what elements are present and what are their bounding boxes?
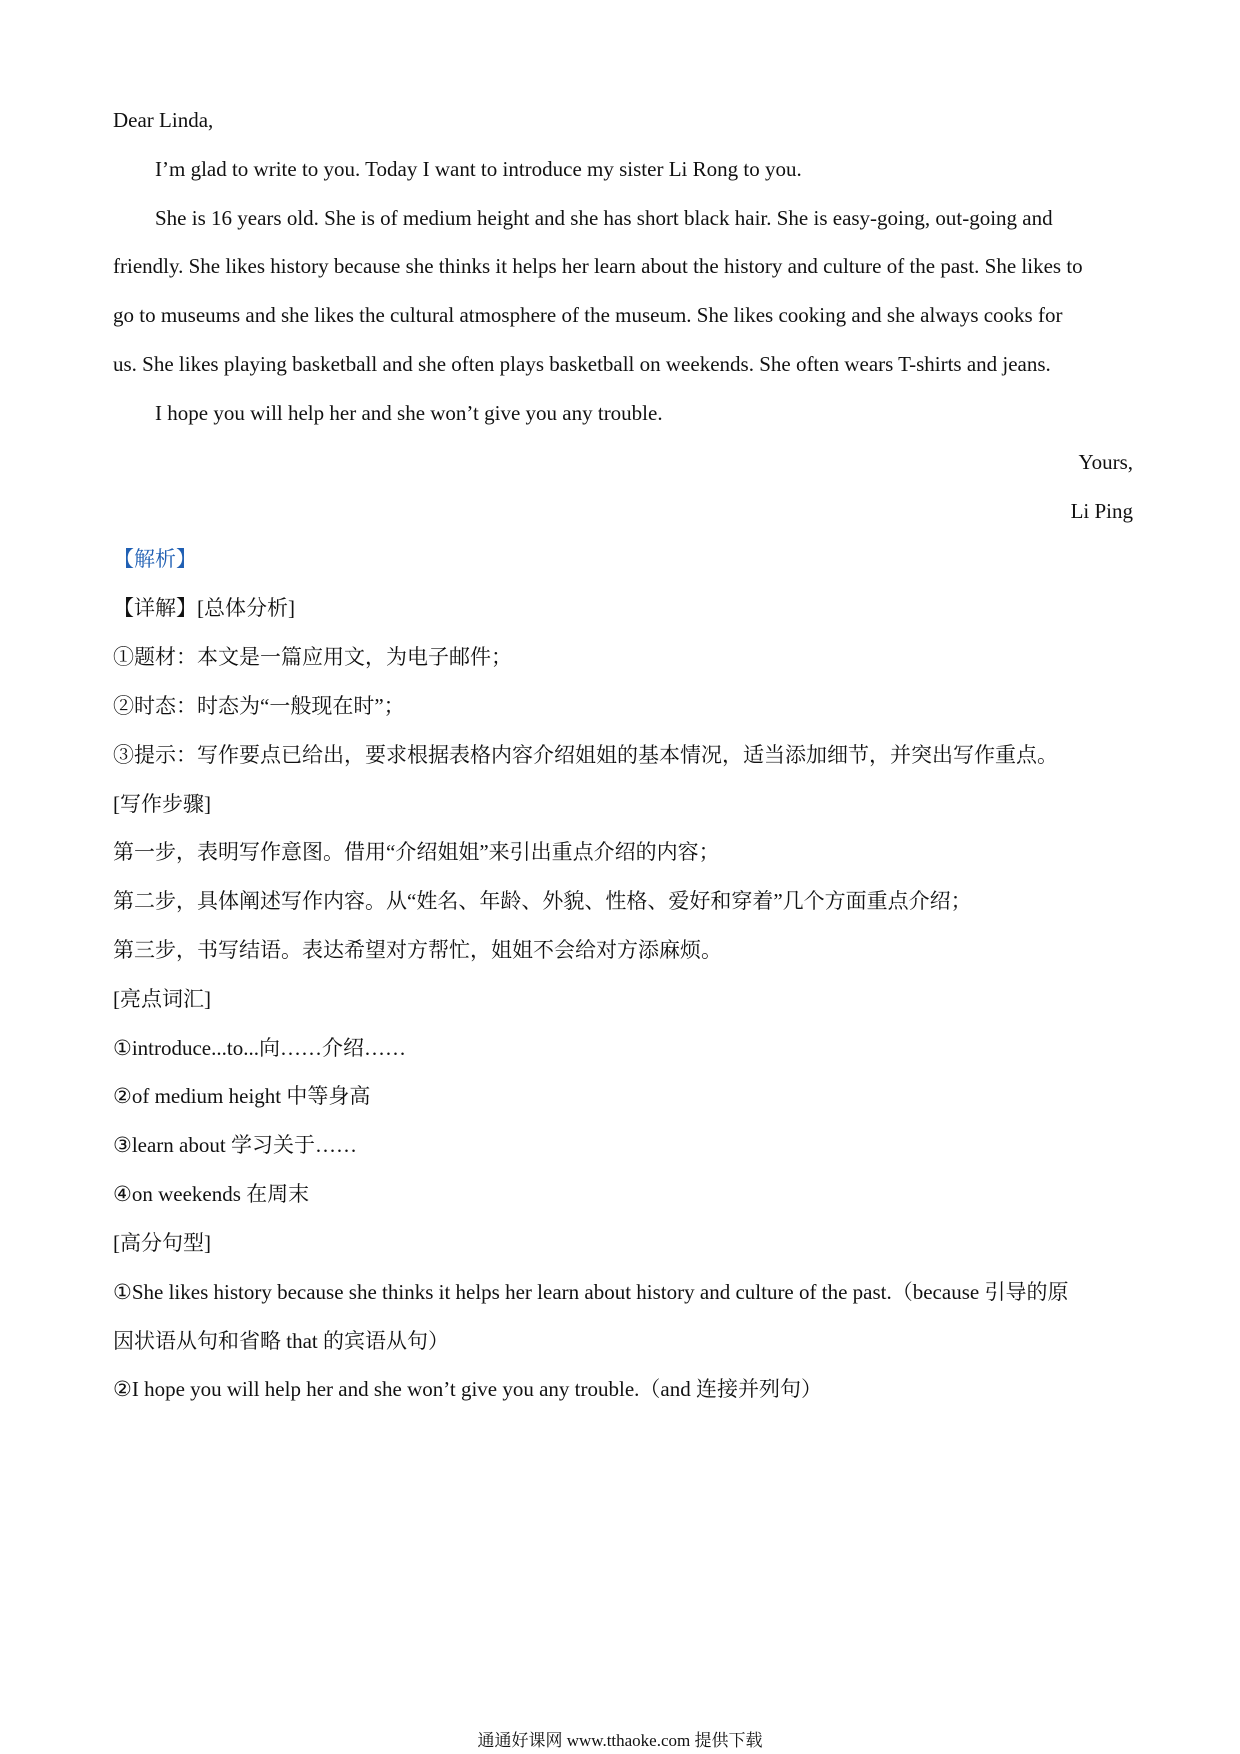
vocab-item-3: ③learn about 学习关于…… (113, 1133, 357, 1157)
vocab-heading: [亮点词汇] (113, 987, 211, 1011)
page-footer: 通通好课网 www.tthaoke.com 提供下载 (477, 1731, 763, 1750)
sentence-1-line-1: ①She likes history because she thinks it helps her learn about history and culture of the past.（because 引导的原 (113, 1280, 1069, 1304)
sentences-heading: [高分句型] (113, 1231, 211, 1255)
letter-salutation: Dear Linda, (113, 108, 214, 132)
analysis-item-3: ③提示：写作要点已给出，要求根据表格内容介绍姐姐的基本情况，适当添加细节，并突出写作重点。 (113, 743, 1058, 767)
letter-paragraph-2-line-1: She is 16 years old. She is of medium height and she has short black hair. She is easy-going, out-going and (155, 206, 1053, 230)
step-1: 第一步，表明写作意图。借用“介绍姐姐”来引出重点介绍的内容； (113, 840, 720, 864)
letter-closing: Yours, (1078, 450, 1133, 474)
analysis-heading: 【解析】 (113, 547, 197, 571)
letter-paragraph-2-line-2: friendly. She likes history because she thinks it helps her learn about the history and culture of the past. She likes to (113, 254, 1083, 278)
analysis-item-2: ②时态：时态为“一般现在时”； (113, 694, 405, 718)
steps-heading: [写作步骤] (113, 792, 211, 816)
letter-paragraph-2-line-4: us. She likes playing basketball and she often plays basketball on weekends. She often wears T-shirts and jeans. (113, 352, 1051, 376)
step-3: 第三步，书写结语。表达希望对方帮忙，姐姐不会给对方添麻烦。 (113, 938, 722, 962)
letter-signature: Li Ping (1070, 499, 1133, 523)
vocab-item-2: ②of medium height 中等身高 (113, 1084, 371, 1108)
sentence-1-line-2: 因状语从句和省略 that 的宾语从句） (113, 1329, 449, 1353)
letter-paragraph-2-line-3: go to museums and she likes the cultural atmosphere of the museum. She likes cooking and she always cooks for (113, 303, 1063, 327)
vocab-item-1: ①introduce...to...向……介绍…… (113, 1036, 406, 1060)
document-page (113, 0, 1133, 1754)
sentence-2: ②I hope you will help her and she won’t give you any trouble.（and 连接并列句） (113, 1377, 822, 1401)
vocab-item-4: ④on weekends 在周末 (113, 1182, 310, 1206)
step-2: 第二步，具体阐述写作内容。从“姓名、年龄、外貌、性格、爱好和穿着”几个方面重点介绍； (113, 889, 972, 913)
analysis-detail-heading: 【详解】[总体分析] (113, 596, 295, 620)
letter-paragraph-3: I hope you will help her and she won’t give you any trouble. (155, 401, 663, 425)
letter-paragraph-1: I’m glad to write to you. Today I want to introduce my sister Li Rong to you. (155, 157, 802, 181)
analysis-item-1: ①题材：本文是一篇应用文，为电子邮件； (113, 645, 512, 669)
